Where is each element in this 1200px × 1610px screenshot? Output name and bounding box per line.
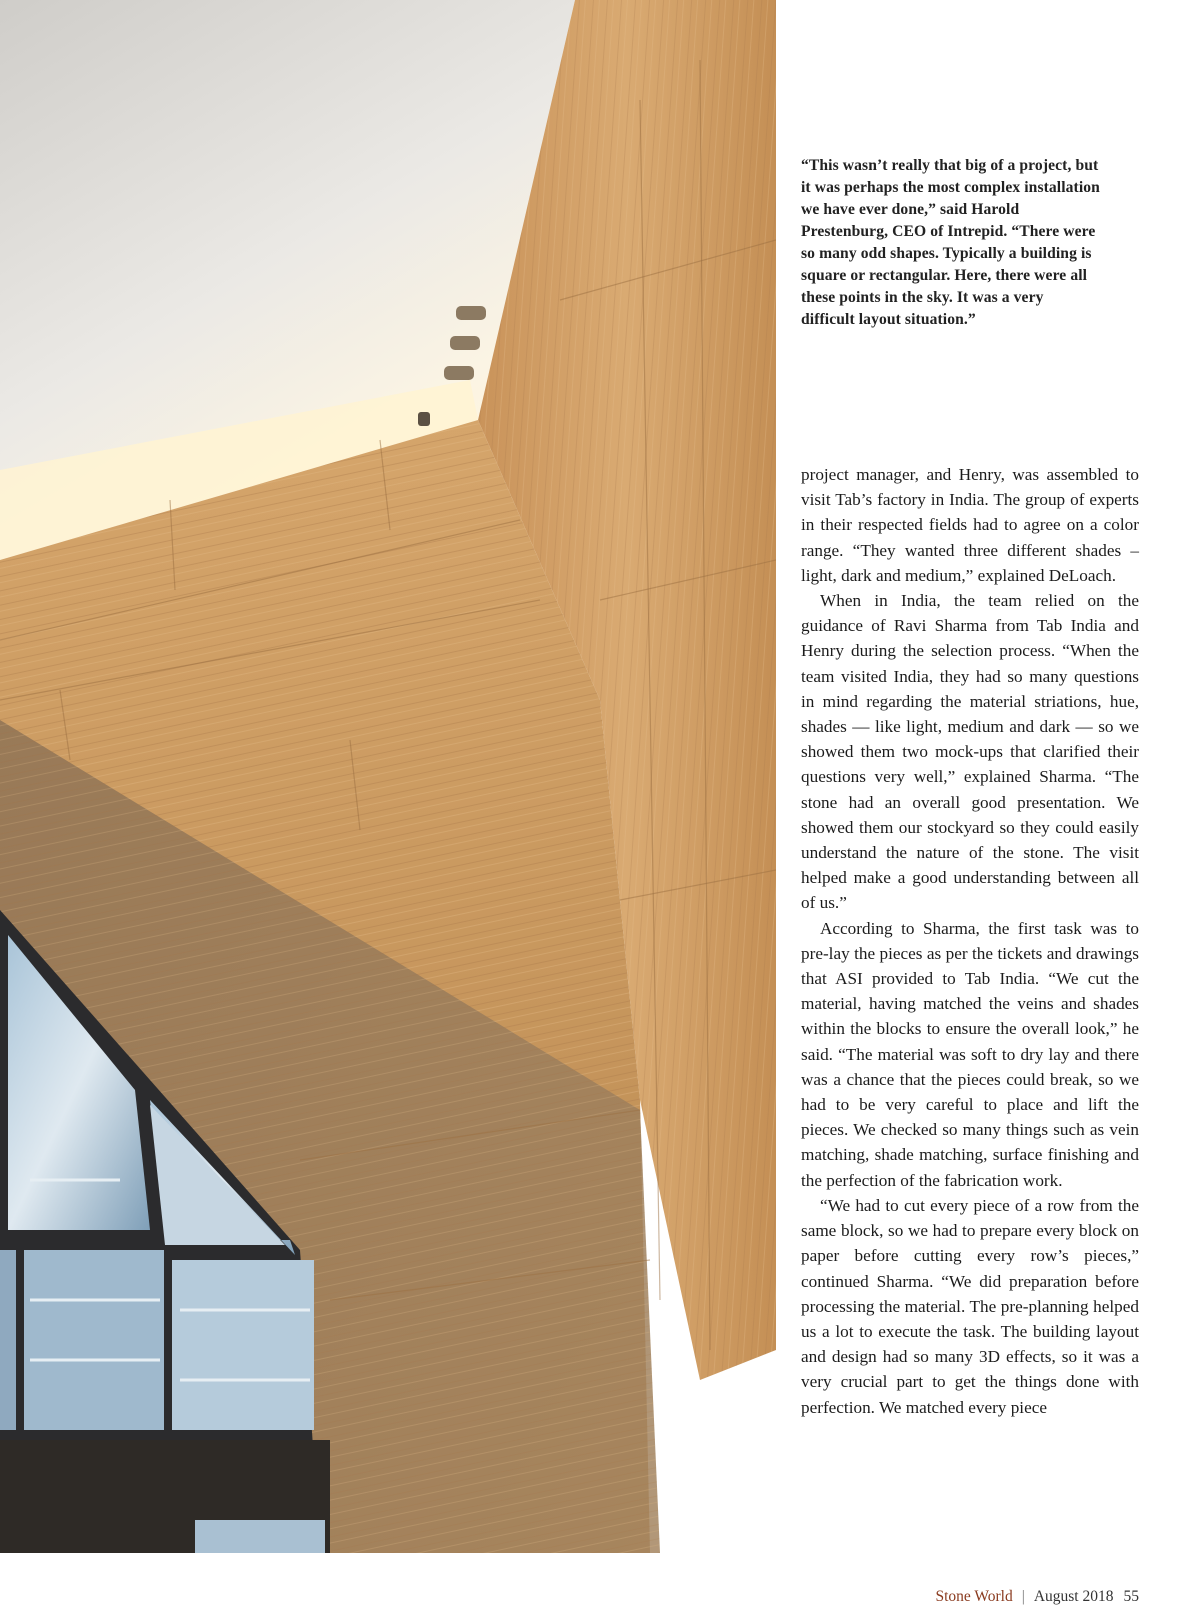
paragraph-1: project manager, and Henry, was assembled to visit Tab’s factory in India. The group of experts in their respected fields had to agree on a color range. “They wanted three different shades – light, dark and medium,” explained DeLoach.: [801, 465, 1139, 585]
paragraph-4: “We had to cut every piece of a row from the same block, so we had to prepare every block on paper before cutting every row’s pieces,” continued Sharma. “We did preparation before processing the material. The pre-planning helped us a lot to execute the task. The building layout and design had so many 3D effects, so it was a very crucial part to get the things done with perfection. We matched every piece: [801, 1195, 1139, 1417]
issue-date: August 2018: [1033, 1588, 1114, 1605]
page-footer: [935, 1588, 1139, 1606]
footer-separator: |: [1021, 1588, 1025, 1605]
paragraph-3: According to Sharma, the first task was to pre-lay the pieces as per the tickets and drawings that ASI provided to Tab India. “We cut the material, having matched the veins and shades within the blocks to ensure the overall look,” he said. “The material was soft to dry lay and there was a chance that the pieces could break, so we had to be very careful to place and lift the pieces. We checked so many things such as vein matching, shade matching, surface finishing and the perfection of the fabrication work.: [801, 918, 1139, 1190]
magazine-name: Stone World: [935, 1588, 1013, 1605]
page-number: 55: [1123, 1588, 1139, 1605]
pull-quote: “This wasn’t really that big of a project, but it was perhaps the most complex installation we have ever done,” said Harold Prestenburg, CEO of Intrepid. “There were so many odd shapes. Typically a building is square or rectangular. Here, there were all these points in the sky. It was a very difficult layout situation.”: [801, 157, 1100, 328]
paragraph-2: When in India, the team relied on the guidance of Ravi Sharma from Tab India and Henry during the selection process. “When the team visited India, they had so many questions in mind regarding the material striations, hue, shades — like light, medium and dark — so we showed them two mock-ups that clarified their questions very well,” explained Sharma. “The stone had an overall good presentation. We showed them our stockyard so they could easily understand the nature of the stone. The visit helped make a good understanding between all of us.”: [801, 591, 1139, 913]
article-body: [801, 462, 1139, 1420]
